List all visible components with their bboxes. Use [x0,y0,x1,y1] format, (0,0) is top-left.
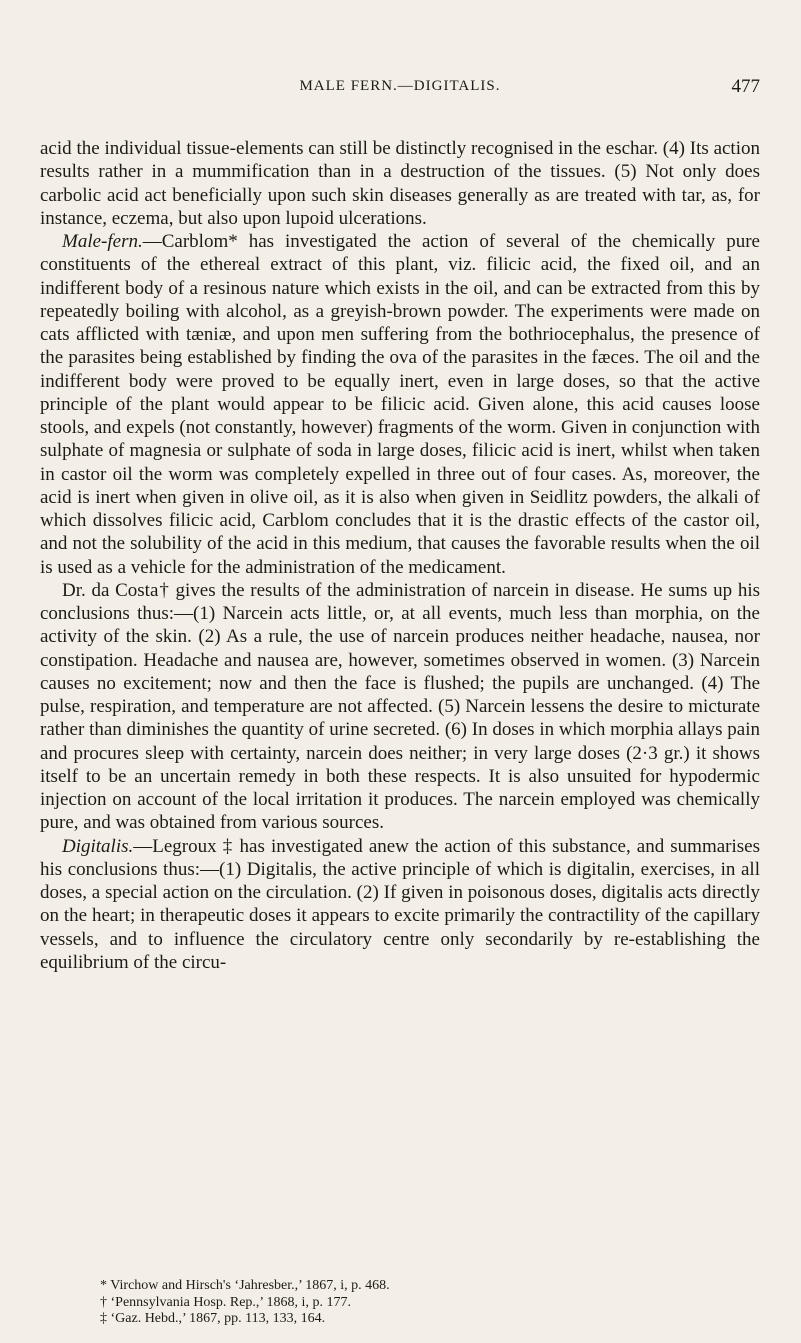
footnote: † ‘Pennsylvania Hosp. Rep.,’ 1868, i, p. 177. [100,1294,351,1310]
page-number: 477 [731,76,760,97]
body-text [40,137,760,974]
footnote: * Virchow and Hirsch's ‘Jahresber.,’ 1867, i, p. 468. [100,1278,390,1293]
paragraph-carbolic-acid: acid the individual tissue-elements can still be distinctly recognised in the eschar. (4) Its action results rather in a mummification than in a destruction of the tissues. (5) Not only does carbolic acid act beneficially upon such skin diseases generally as are treated with tar, as, for instance, eczema, but also upon lupoid ulcerations. [40,138,760,229]
paragraph-male-fern: Male-fern.—Carblom* has investigated the action of several of the chemically pure constituents of the ethereal extract of this plant, viz. filicic acid, the fixed oil, and an indifferent body of a resinous nature which exists in the oil, and can be extracted from this by repeatedly boiling with alcohol, as a greyish-brown powder. The experiments were made on cats afflicted with tæniæ, and upon men suffering from the bothriocephalus, the presence of the parasites being established by finding the ova of the parasites in the fæces. The oil and the indifferent body were proved to be equally inert, even in large doses, so that the active principle of the plant would appear to be filicic acid. Given alone, this acid causes loose stools, and expels (not constantly, however) fragments of the worm. Given in conjunction with sulphate of magnesia or sulphate of soda in large doses, filicic acid is inert, whilst when taken in castor oil the worm was completely expelled in three out of four cases. As, moreover, the acid is inert when given in olive oil, as it is also when given in Seidlitz powders, the alkali of which dissolves filicic acid, Carblom concludes that it is the drastic effects of the castor oil, and not the solubility of the acid in this medium, that causes the favorable results when the oil is used as a vehicle for the administration of the medicament. [40,231,760,578]
running-head: MALE FERN.—DIGITALIS. [299,78,501,94]
section-heading-digitalis: Digitalis. [62,835,134,857]
paragraph-digitalis: Digitalis.—Legroux ‡ has investigated anew the action of this substance, and summarises his conclusions thus:—(1) Digitalis, the active principle of which is digitalin, exercises, in all doses, a special action on the circulation. (2) If given in poisonous doses, digitalis acts directly on the heart; in therapeutic doses it appears to excite primarily the contractility of the capillary vessels, and to influence the circulatory centre only secondarily by re-establishing the equilibrium of the circu- [40,835,760,973]
footnotes [100,1278,720,1328]
page-header [40,76,760,100]
paragraph-narcein: Dr. da Costa† gives the results of the administration of narcein in disease. He sums up his conclusions thus:—(1) Narcein acts little, or, at all events, much less than morphia, on the activity of the skin. (2) As a rule, the use of narcein produces neither headache, nausea, nor constipation. Headache and nausea are, however, sometimes observed in women. (3) Narcein causes no excitement; now and then the face is flushed; the pupils are unchanged. (4) The pulse, respiration, and temperature are not affected. (5) Narcein lessens the desire to micturate rather than diminishes the quantity of urine secreted. (6) In doses in which morphia allays pain and procures sleep with certainty, narcein does neither; in very large doses (2·3 gr.) it shows itself to be an uncertain remedy in both these respects. It is also unsuited for hypodermic injection on account of the local irritation it produces. The narcein employed was chemically pure, and was obtained from various sources. [40,579,760,834]
footnote: ‡ ‘Gaz. Hebd.,’ 1867, pp. 113, 133, 164. [100,1311,326,1326]
section-heading-male-fern: Male-fern. [62,231,143,252]
